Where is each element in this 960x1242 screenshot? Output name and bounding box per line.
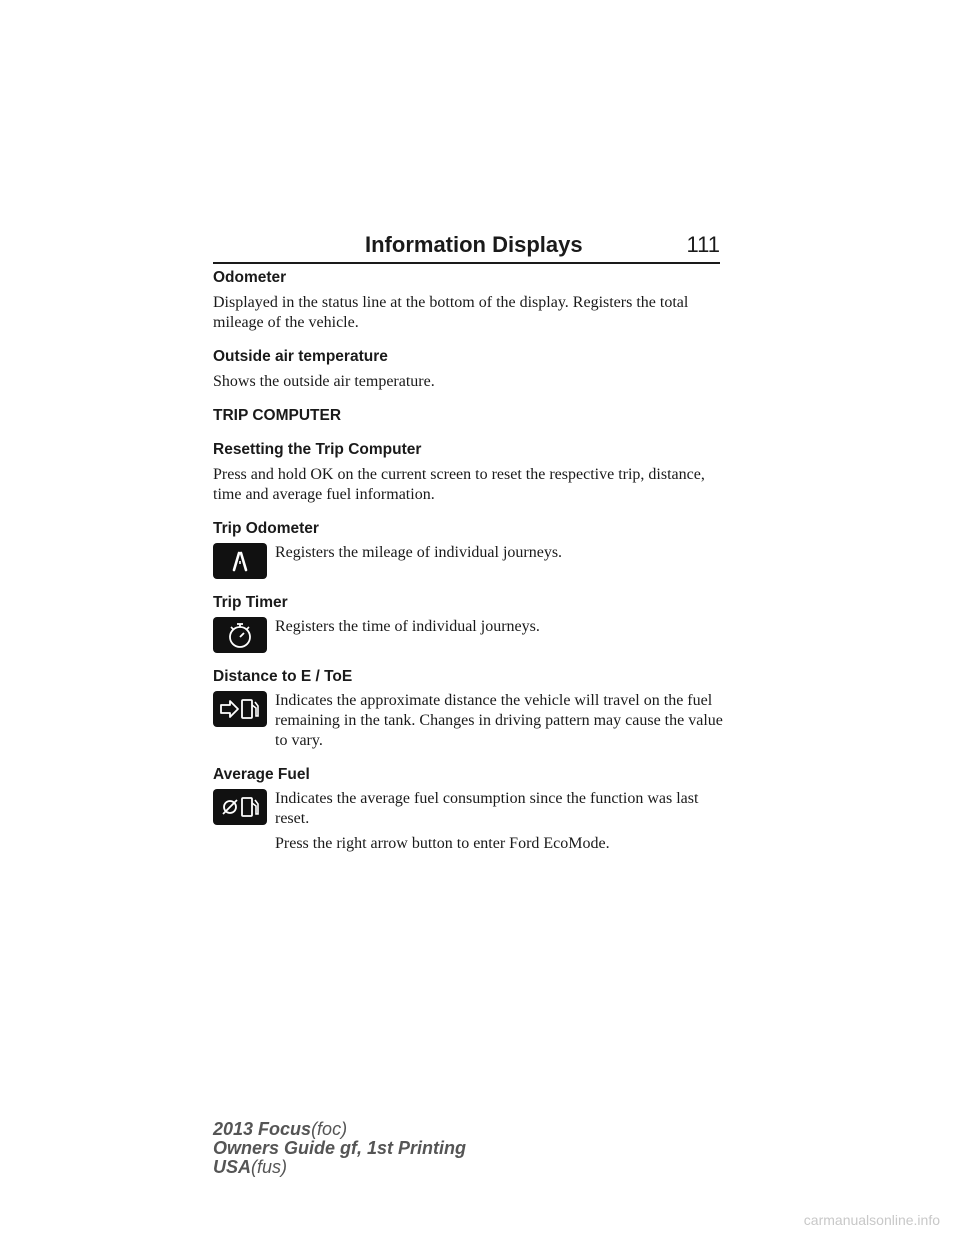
outside-air-heading: Outside air temperature [213, 348, 388, 365]
trip-odometer-row [213, 543, 723, 579]
print-footer [213, 1120, 466, 1177]
distance-to-empty-row [213, 691, 723, 751]
trip-timer-heading: Trip Timer [213, 594, 288, 611]
footer-model-code: (foc) [311, 1119, 348, 1139]
average-fuel-row [213, 789, 723, 854]
footer-market-code: (fus) [251, 1157, 288, 1177]
average-fuel-heading: Average Fuel [213, 766, 310, 783]
trip-odometer-text: Registers the mileage of individual journeys. [275, 544, 563, 561]
average-fuel-text: Indicates the average fuel consumption since the function was last reset. [275, 790, 699, 827]
footer-market: USA [213, 1157, 252, 1177]
watermark: carmanualsonline.info [803, 1212, 940, 1228]
odometer-text: Displayed in the status line at the bottom of the display. Registers the total mileage of the vehicle. [213, 294, 689, 331]
footer-guide: Owners Guide gf, 1st Printing [213, 1138, 467, 1158]
distance-to-empty-heading: Distance to E / ToE [213, 668, 353, 685]
page-number: 111 [686, 232, 720, 257]
footer-market-line [213, 1158, 466, 1177]
page-title: Information Displays [365, 232, 583, 257]
odometer-heading: Odometer [213, 269, 287, 286]
footer-model: 2013 Focus [213, 1119, 312, 1139]
outside-air-text: Shows the outside air temperature. [213, 373, 435, 390]
trip-odometer-heading: Trip Odometer [213, 520, 319, 537]
distance-to-empty-text: Indicates the approximate distance the vehicle will travel on the fuel remaining in the tank. Changes in driving pattern may cause the value to vary. [275, 692, 723, 749]
average-fuel-icon [213, 789, 267, 825]
footer-guide-line [213, 1139, 466, 1158]
resetting-text: Press and hold OK on the current screen to reset the respective trip, distance, time and average fuel information. [213, 466, 705, 503]
stopwatch-icon [213, 617, 267, 653]
trip-timer-text: Registers the time of individual journeys. [275, 618, 540, 635]
ecomode-text: Press the right arrow button to enter Ford EcoMode. [275, 835, 610, 852]
trip-timer-row [213, 617, 723, 653]
fuel-range-icon [213, 691, 267, 727]
road-icon [213, 543, 267, 579]
page-header [213, 228, 720, 264]
footer-model-line [213, 1120, 466, 1139]
resetting-heading: Resetting the Trip Computer [213, 441, 422, 458]
trip-computer-heading: TRIP COMPUTER [213, 407, 342, 424]
page-content [213, 268, 723, 854]
